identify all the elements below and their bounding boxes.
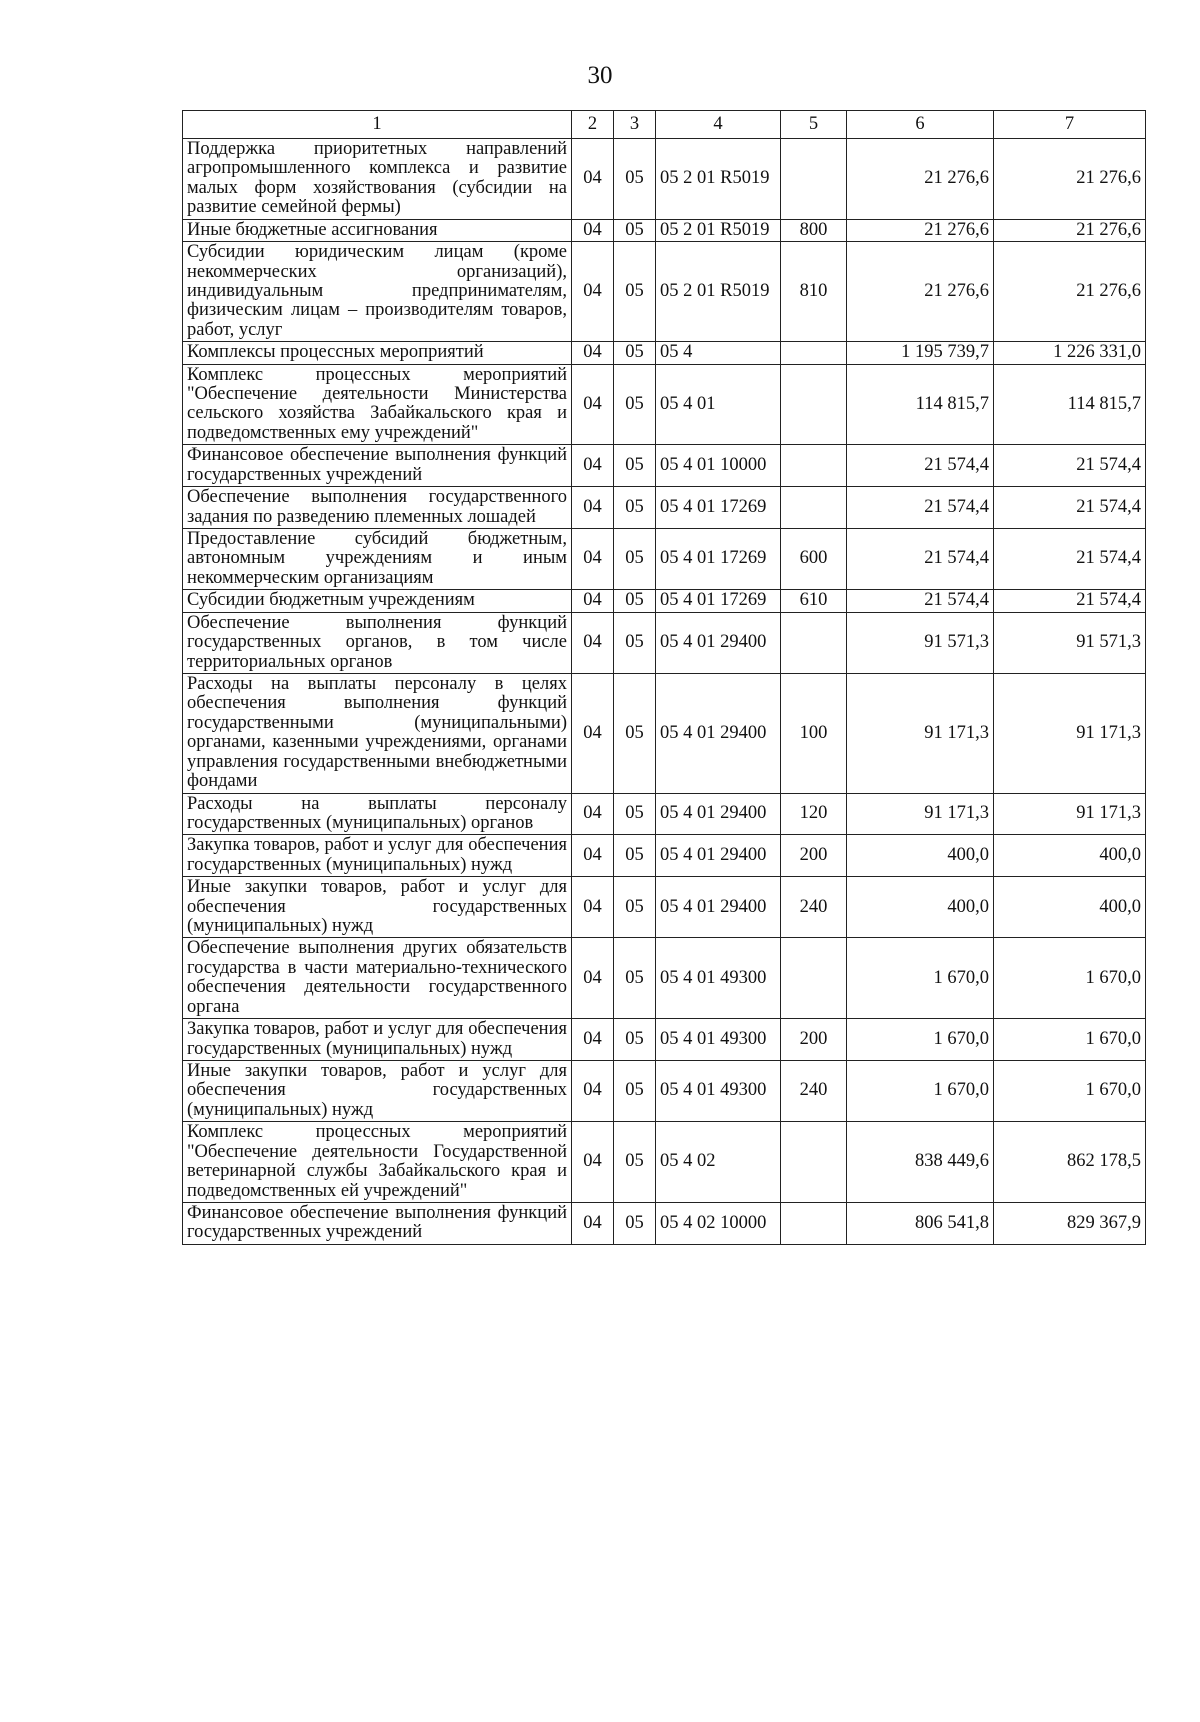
row-target-article-cell: 05 4 [656,342,781,364]
row-subsection-cell: 05 [614,242,656,342]
row-amount-year1-cell: 91 171,3 [847,673,994,793]
row-expense-type-cell [781,612,847,673]
row-section-cell: 04 [572,1202,614,1244]
row-name-cell: Обеспечение выполнения других обязательств государства в части материально-технического обеспечения деятельности государственного органа [183,938,572,1019]
page-number: 30 [587,62,613,89]
row-expense-type-cell: 120 [781,793,847,835]
table-row [183,242,1146,342]
row-target-article-cell: 05 4 01 [656,364,781,445]
table-row [183,590,1146,612]
row-name-cell: Предоставление субсидий бюджетным, автономным учреждениям и иным некоммерческим организациям [183,529,572,590]
table-row [183,445,1146,487]
row-subsection-cell: 05 [614,1202,656,1244]
header-col-1: 1 [183,111,572,139]
row-expense-type-cell: 610 [781,590,847,612]
row-amount-year2-cell: 21 276,6 [994,219,1146,241]
row-section-cell: 04 [572,364,614,445]
row-section-cell: 04 [572,219,614,241]
row-amount-year1-cell: 1 195 739,7 [847,342,994,364]
row-amount-year1-cell: 1 670,0 [847,938,994,1019]
row-target-article-cell: 05 4 01 49300 [656,1060,781,1121]
row-section-cell: 04 [572,487,614,529]
table-body [183,139,1146,1245]
row-target-article-cell: 05 2 01 R5019 [656,139,781,220]
row-subsection-cell: 05 [614,529,656,590]
row-section-cell: 04 [572,590,614,612]
row-expense-type-cell: 100 [781,673,847,793]
row-name-cell: Закупка товаров, работ и услуг для обеспечения государственных (муниципальных) нужд [183,1019,572,1061]
row-subsection-cell: 05 [614,1122,656,1203]
row-amount-year1-cell: 400,0 [847,877,994,938]
table-row [183,793,1146,835]
row-name-cell: Комплекс процессных мероприятий "Обеспечение деятельности Министерства сельского хозяйства Забайкальского края и подведомственных ему учреждений" [183,364,572,445]
row-amount-year1-cell: 1 670,0 [847,1060,994,1121]
row-subsection-cell: 05 [614,877,656,938]
row-section-cell: 04 [572,1122,614,1203]
row-subsection-cell: 05 [614,612,656,673]
row-target-article-cell: 05 4 01 17269 [656,529,781,590]
table-header [183,111,1146,139]
table-row [183,1060,1146,1121]
header-row [183,111,1146,139]
row-name-cell: Обеспечение выполнения функций государственных органов, в том числе территориальных органов [183,612,572,673]
row-name-cell: Расходы на выплаты персоналу государственных (муниципальных) органов [183,793,572,835]
row-target-article-cell: 05 4 01 29400 [656,793,781,835]
row-subsection-cell: 05 [614,487,656,529]
row-amount-year1-cell: 91 171,3 [847,793,994,835]
row-section-cell: 04 [572,445,614,487]
row-amount-year2-cell: 400,0 [994,877,1146,938]
row-section-cell: 04 [572,1019,614,1061]
row-expense-type-cell: 600 [781,529,847,590]
row-amount-year2-cell: 21 574,4 [994,529,1146,590]
row-expense-type-cell [781,487,847,529]
table-row [183,487,1146,529]
row-amount-year2-cell: 91 171,3 [994,673,1146,793]
row-expense-type-cell: 200 [781,835,847,877]
table-row [183,219,1146,241]
row-subsection-cell: 05 [614,219,656,241]
row-subsection-cell: 05 [614,364,656,445]
row-amount-year2-cell: 21 574,4 [994,487,1146,529]
row-expense-type-cell: 800 [781,219,847,241]
row-amount-year2-cell: 91 171,3 [994,793,1146,835]
header-col-5: 5 [781,111,847,139]
header-col-2: 2 [572,111,614,139]
table-row [183,364,1146,445]
row-name-cell: Закупка товаров, работ и услуг для обеспечения государственных (муниципальных) нужд [183,835,572,877]
row-section-cell: 04 [572,242,614,342]
row-target-article-cell: 05 4 01 17269 [656,590,781,612]
row-target-article-cell: 05 4 01 49300 [656,1019,781,1061]
table-row [183,877,1146,938]
row-name-cell: Комплекс процессных мероприятий "Обеспечение деятельности Государственной ветеринарной службы Забайкальского края и подведомственных ей учреждений" [183,1122,572,1203]
row-target-article-cell: 05 4 01 10000 [656,445,781,487]
row-expense-type-cell [781,445,847,487]
row-amount-year2-cell: 1 670,0 [994,1019,1146,1061]
row-expense-type-cell [781,364,847,445]
row-subsection-cell: 05 [614,342,656,364]
row-subsection-cell: 05 [614,445,656,487]
row-amount-year2-cell: 91 571,3 [994,612,1146,673]
row-expense-type-cell [781,342,847,364]
row-expense-type-cell [781,1122,847,1203]
row-amount-year1-cell: 838 449,6 [847,1122,994,1203]
row-section-cell: 04 [572,673,614,793]
table-row [183,612,1146,673]
row-expense-type-cell: 200 [781,1019,847,1061]
row-amount-year1-cell: 114 815,7 [847,364,994,445]
row-amount-year1-cell: 21 276,6 [847,242,994,342]
row-subsection-cell: 05 [614,1060,656,1121]
row-amount-year1-cell: 21 574,4 [847,529,994,590]
table-row [183,342,1146,364]
row-amount-year2-cell: 1 670,0 [994,938,1146,1019]
row-name-cell: Поддержка приоритетных направлений агропромышленного комплекса и развитие малых форм хозяйствования (субсидии на развитие семейной фермы) [183,139,572,220]
row-amount-year1-cell: 21 276,6 [847,219,994,241]
row-target-article-cell: 05 4 01 29400 [656,877,781,938]
row-expense-type-cell: 240 [781,1060,847,1121]
row-amount-year2-cell: 21 574,4 [994,590,1146,612]
row-amount-year1-cell: 21 574,4 [847,445,994,487]
row-section-cell: 04 [572,877,614,938]
table-row [183,673,1146,793]
row-name-cell: Иные закупки товаров, работ и услуг для обеспечения государственных (муниципальных) нужд [183,1060,572,1121]
row-target-article-cell: 05 4 02 [656,1122,781,1203]
row-target-article-cell: 05 4 01 29400 [656,835,781,877]
row-name-cell: Обеспечение выполнения государственного задания по разведению племенных лошадей [183,487,572,529]
row-expense-type-cell: 810 [781,242,847,342]
row-target-article-cell: 05 4 01 17269 [656,487,781,529]
table-row [183,1202,1146,1244]
row-subsection-cell: 05 [614,139,656,220]
row-subsection-cell: 05 [614,590,656,612]
header-col-4: 4 [656,111,781,139]
row-amount-year1-cell: 21 276,6 [847,139,994,220]
row-target-article-cell: 05 4 01 29400 [656,673,781,793]
row-amount-year2-cell: 862 178,5 [994,1122,1146,1203]
row-amount-year2-cell: 114 815,7 [994,364,1146,445]
row-amount-year1-cell: 91 571,3 [847,612,994,673]
row-expense-type-cell [781,938,847,1019]
row-name-cell: Субсидии юридическим лицам (кроме некоммерческих организаций), индивидуальным предпринимателям, физическим лицам – производителям товаров, работ, услуг [183,242,572,342]
row-expense-type-cell: 240 [781,877,847,938]
row-section-cell: 04 [572,938,614,1019]
row-section-cell: 04 [572,139,614,220]
row-amount-year2-cell: 21 276,6 [994,242,1146,342]
header-col-7: 7 [994,111,1146,139]
row-amount-year2-cell: 1 670,0 [994,1060,1146,1121]
table-row [183,938,1146,1019]
row-section-cell: 04 [572,1060,614,1121]
table-row [183,1122,1146,1203]
table-row [183,1019,1146,1061]
row-name-cell: Финансовое обеспечение выполнения функций государственных учреждений [183,445,572,487]
row-section-cell: 04 [572,793,614,835]
row-name-cell: Иные бюджетные ассигнования [183,219,572,241]
row-subsection-cell: 05 [614,793,656,835]
row-amount-year2-cell: 21 574,4 [994,445,1146,487]
row-amount-year1-cell: 21 574,4 [847,487,994,529]
row-subsection-cell: 05 [614,938,656,1019]
row-amount-year1-cell: 400,0 [847,835,994,877]
row-target-article-cell: 05 2 01 R5019 [656,242,781,342]
row-section-cell: 04 [572,342,614,364]
row-amount-year2-cell: 1 226 331,0 [994,342,1146,364]
row-amount-year2-cell: 21 276,6 [994,139,1146,220]
row-amount-year1-cell: 1 670,0 [847,1019,994,1061]
row-expense-type-cell [781,139,847,220]
row-subsection-cell: 05 [614,1019,656,1061]
row-name-cell: Иные закупки товаров, работ и услуг для обеспечения государственных (муниципальных) нужд [183,877,572,938]
row-target-article-cell: 05 2 01 R5019 [656,219,781,241]
row-subsection-cell: 05 [614,835,656,877]
table-row [183,139,1146,220]
row-expense-type-cell [781,1202,847,1244]
row-section-cell: 04 [572,529,614,590]
row-section-cell: 04 [572,835,614,877]
row-amount-year2-cell: 400,0 [994,835,1146,877]
row-amount-year2-cell: 829 367,9 [994,1202,1146,1244]
row-section-cell: 04 [572,612,614,673]
row-name-cell: Комплексы процессных мероприятий [183,342,572,364]
row-name-cell: Финансовое обеспечение выполнения функций государственных учреждений [183,1202,572,1244]
row-amount-year1-cell: 806 541,8 [847,1202,994,1244]
row-subsection-cell: 05 [614,673,656,793]
table-row [183,835,1146,877]
row-amount-year1-cell: 21 574,4 [847,590,994,612]
header-col-6: 6 [847,111,994,139]
row-target-article-cell: 05 4 01 29400 [656,612,781,673]
row-name-cell: Субсидии бюджетным учреждениям [183,590,572,612]
table-row [183,529,1146,590]
row-target-article-cell: 05 4 02 10000 [656,1202,781,1244]
row-name-cell: Расходы на выплаты персоналу в целях обеспечения выполнения функций государственными (муниципальными) органами, казенными учреждениями, органами управления государственными внебюджетными фондами [183,673,572,793]
row-target-article-cell: 05 4 01 49300 [656,938,781,1019]
header-col-3: 3 [614,111,656,139]
budget-table [182,110,1146,1245]
